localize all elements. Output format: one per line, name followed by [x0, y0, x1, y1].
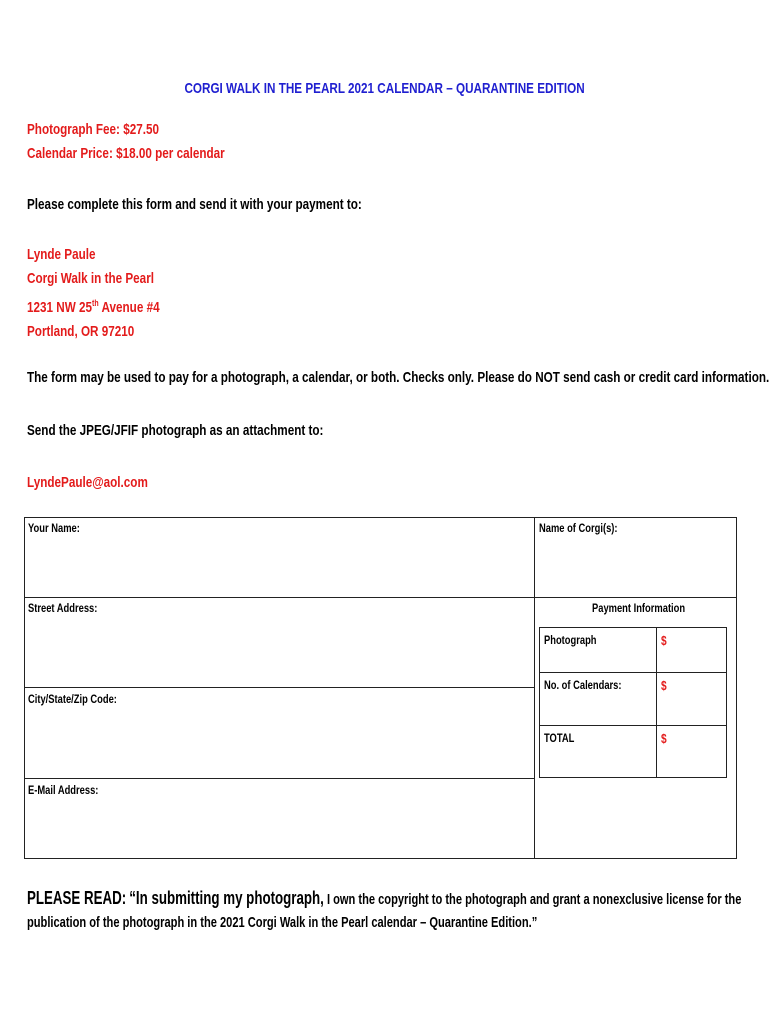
photograph-amount[interactable]: $ [661, 633, 667, 648]
your-name-field[interactable]: Your Name: [28, 521, 80, 535]
mailing-address [27, 243, 197, 344]
calendars-label: No. of Calendars: [544, 678, 622, 692]
photograph-fee: Photograph Fee: $27.50 [27, 121, 159, 138]
form-divider-2 [24, 687, 534, 688]
form-divider-vertical [534, 517, 535, 859]
email-address-field[interactable]: E-Mail Address: [28, 783, 99, 797]
address-name: Lynde Paule [27, 246, 96, 263]
address-org: Corgi Walk in the Pearl [27, 270, 154, 287]
payment-table [539, 627, 727, 778]
total-label: TOTAL [544, 731, 575, 745]
notice-line1: I own the copyright to the photograph and grant a nonexclusive license for the [323, 891, 742, 908]
notice-line2: publication of the photograph in the 2021 Corgi Walk in the Pearl calendar – Quarantine Edition.” [27, 914, 538, 931]
calendar-price: Calendar Price: $18.00 per calendar [27, 145, 225, 162]
payment-info-heading: Payment Information [592, 601, 686, 615]
form-divider-3 [24, 778, 534, 779]
total-amount[interactable]: $ [661, 731, 667, 746]
payment-row-divider-2 [540, 725, 726, 726]
address-city: Portland, OR 97210 [27, 323, 135, 340]
calendars-amount[interactable]: $ [661, 678, 667, 693]
notice-lead: PLEASE READ: [27, 888, 127, 908]
payment-row-divider-1 [540, 672, 726, 673]
fee-block [27, 118, 280, 166]
form-divider-1 [24, 597, 737, 598]
send-payment-instruction: Please complete this form and send it with your payment to: [27, 196, 362, 213]
send-photo-instruction: Send the JPEG/JFIF photograph as an attachment to: [27, 422, 324, 439]
corgi-name-field[interactable]: Name of Corgi(s): [539, 521, 618, 535]
street-address-field[interactable]: Street Address: [28, 601, 98, 615]
usage-instruction: The form may be used to pay for a photograph, a calendar, or both. Checks only. Please do NOT send cash or credit card information. [27, 369, 770, 386]
city-state-zip-field[interactable]: City/State/Zip Code: [28, 692, 117, 706]
copyright-notice [27, 888, 770, 938]
payment-table-divider [656, 628, 657, 777]
page-title: CORGI WALK IN THE PEARL 2021 CALENDAR – QUARANTINE EDITION [184, 80, 586, 97]
notice-quote-start: “In submitting my photograph, [129, 888, 324, 908]
photograph-label: Photograph [544, 633, 597, 647]
email-link[interactable]: LyndePaule@aol.com [27, 474, 148, 491]
address-street: 1231 NW 25th Avenue #4 [27, 298, 160, 316]
